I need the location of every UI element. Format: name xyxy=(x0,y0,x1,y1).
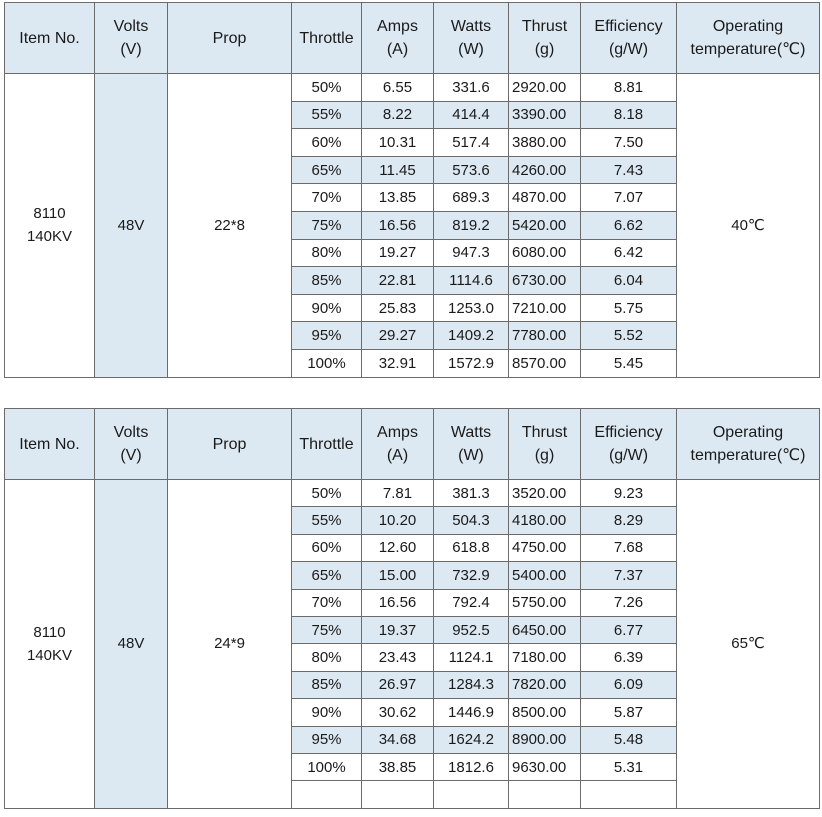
throttle-cell: 80% xyxy=(292,239,362,267)
volts-cell: 48V xyxy=(95,74,168,378)
table-separator xyxy=(4,382,819,406)
header-watts-line2: (W) xyxy=(458,41,484,58)
watts-cell: 504.3 xyxy=(434,507,509,534)
thrust-cell: 3520.00 xyxy=(509,480,581,507)
watts-cell: 1114.6 xyxy=(434,267,509,295)
watts-cell: 1253.0 xyxy=(434,294,509,322)
header-volts-line2: (V) xyxy=(120,41,142,58)
header-amps xyxy=(362,3,434,74)
efficiency-cell: 6.39 xyxy=(581,644,677,671)
thrust-cell: 6080.00 xyxy=(509,239,581,267)
prop-cell: 24*9 xyxy=(168,480,292,809)
efficiency-cell: 7.43 xyxy=(581,156,677,184)
efficiency-cell: 5.75 xyxy=(581,294,677,322)
amps-cell: 32.91 xyxy=(362,349,434,377)
header-throttle xyxy=(292,3,362,74)
efficiency-cell: 5.31 xyxy=(581,753,677,780)
amps-cell: 16.56 xyxy=(362,211,434,239)
throttle-cell: 95% xyxy=(292,726,362,753)
item-number-line1: 8110 xyxy=(33,205,66,223)
header-prop-label: Prop xyxy=(212,435,247,453)
throttle-cell: 65% xyxy=(292,562,362,589)
header-throttle-label: Throttle xyxy=(299,29,354,47)
watts-cell: 1124.1 xyxy=(434,644,509,671)
watts-cell: 732.9 xyxy=(434,562,509,589)
header-temperature xyxy=(677,3,820,74)
thrust-cell: 7780.00 xyxy=(509,322,581,350)
table-header xyxy=(5,3,820,74)
header-volts-line1: Volts xyxy=(113,424,149,441)
efficiency-cell: 5.45 xyxy=(581,349,677,377)
table-row xyxy=(5,480,820,507)
temperature-cell: 65℃ xyxy=(677,480,820,809)
throttle-cell: 90% xyxy=(292,699,362,726)
efficiency-cell: 6.04 xyxy=(581,267,677,295)
efficiency-cell: 7.50 xyxy=(581,129,677,157)
watts-cell: 517.4 xyxy=(434,129,509,157)
header-temp-line1: Operating xyxy=(712,18,784,35)
thrust-cell: 4260.00 xyxy=(509,156,581,184)
watts-cell: 1572.9 xyxy=(434,349,509,377)
header-thrust xyxy=(509,409,581,480)
header-efficiency xyxy=(581,409,677,480)
amps-cell: 19.37 xyxy=(362,616,434,643)
header-eff-line2: (g/W) xyxy=(608,41,649,58)
amps-cell: 8.22 xyxy=(362,101,434,129)
header-efficiency xyxy=(581,3,677,74)
table-row xyxy=(5,74,820,102)
table-body xyxy=(5,480,820,809)
header-volts-line1: Volts xyxy=(113,18,149,35)
header-prop-label: Prop xyxy=(212,29,247,47)
header-thrust-line1: Thrust xyxy=(521,424,568,441)
amps-cell: 22.81 xyxy=(362,267,434,295)
motor-test-table-1 xyxy=(4,2,820,378)
efficiency-cell: 5.48 xyxy=(581,726,677,753)
watts-cell: 792.4 xyxy=(434,589,509,616)
amps-cell: 38.85 xyxy=(362,753,434,780)
header-amps-line2: (A) xyxy=(386,41,409,58)
header-prop xyxy=(168,3,292,74)
efficiency-cell: 6.42 xyxy=(581,239,677,267)
amps-cell: 25.83 xyxy=(362,294,434,322)
throttle-cell: 90% xyxy=(292,294,362,322)
throttle-cell: 75% xyxy=(292,616,362,643)
amps-cell: 6.55 xyxy=(362,74,434,102)
throttle-cell: 85% xyxy=(292,671,362,698)
thrust-cell: 8500.00 xyxy=(509,699,581,726)
watts-cell: 331.6 xyxy=(434,74,509,102)
throttle-cell: 70% xyxy=(292,589,362,616)
amps-cell: 15.00 xyxy=(362,562,434,589)
throttle-cell: 75% xyxy=(292,211,362,239)
header-temp-line2: temperature(℃) xyxy=(690,447,806,464)
watts-cell: 1446.9 xyxy=(434,699,509,726)
efficiency-cell: 8.29 xyxy=(581,507,677,534)
amps-cell: 10.31 xyxy=(362,129,434,157)
header-watts xyxy=(434,3,509,74)
header-amps xyxy=(362,409,434,480)
amps-cell: 19.27 xyxy=(362,239,434,267)
temperature-cell: 40℃ xyxy=(677,74,820,378)
throttle-cell: 100% xyxy=(292,349,362,377)
header-volts xyxy=(95,3,168,74)
header-temp-line2: temperature(℃) xyxy=(690,41,806,58)
efficiency-cell: 5.87 xyxy=(581,699,677,726)
motor-test-table-2 xyxy=(4,408,820,809)
thrust-cell: 8900.00 xyxy=(509,726,581,753)
amps-cell: 26.97 xyxy=(362,671,434,698)
watts-cell: 819.2 xyxy=(434,211,509,239)
throttle-cell: 80% xyxy=(292,644,362,671)
efficiency-cell: 5.52 xyxy=(581,322,677,350)
header-watts-line2: (W) xyxy=(458,447,484,464)
empty-cell xyxy=(509,781,581,808)
watts-cell: 573.6 xyxy=(434,156,509,184)
prop-cell: 22*8 xyxy=(168,74,292,378)
efficiency-cell: 7.26 xyxy=(581,589,677,616)
amps-cell: 23.43 xyxy=(362,644,434,671)
header-amps-line1: Amps xyxy=(377,424,418,441)
amps-cell: 30.62 xyxy=(362,699,434,726)
amps-cell: 11.45 xyxy=(362,156,434,184)
thrust-cell: 3880.00 xyxy=(509,129,581,157)
header-item xyxy=(5,3,95,74)
throttle-cell: 55% xyxy=(292,507,362,534)
watts-cell: 414.4 xyxy=(434,101,509,129)
volts-cell: 48V xyxy=(95,480,168,809)
item-number-cell xyxy=(5,74,95,378)
thrust-cell: 5750.00 xyxy=(509,589,581,616)
header-thrust-line2: (g) xyxy=(534,41,555,58)
efficiency-cell: 8.18 xyxy=(581,101,677,129)
watts-cell: 1624.2 xyxy=(434,726,509,753)
throttle-cell: 55% xyxy=(292,101,362,129)
amps-cell: 12.60 xyxy=(362,534,434,561)
header-volts-line2: (V) xyxy=(120,447,142,464)
header-watts-line1: Watts xyxy=(450,18,492,35)
header-item-label: Item No. xyxy=(19,435,80,453)
thrust-cell: 3390.00 xyxy=(509,101,581,129)
header-item xyxy=(5,409,95,480)
empty-cell xyxy=(434,781,509,808)
watts-cell: 1284.3 xyxy=(434,671,509,698)
watts-cell: 618.8 xyxy=(434,534,509,561)
efficiency-cell: 7.07 xyxy=(581,184,677,212)
thrust-cell: 4870.00 xyxy=(509,184,581,212)
item-number-cell xyxy=(5,480,95,809)
efficiency-cell: 6.77 xyxy=(581,616,677,643)
efficiency-cell: 6.62 xyxy=(581,211,677,239)
thrust-cell: 5420.00 xyxy=(509,211,581,239)
amps-cell: 10.20 xyxy=(362,507,434,534)
amps-cell: 13.85 xyxy=(362,184,434,212)
header-item-label: Item No. xyxy=(19,29,80,47)
amps-cell: 7.81 xyxy=(362,480,434,507)
item-number-line2: 140KV xyxy=(26,228,73,246)
throttle-cell: 65% xyxy=(292,156,362,184)
throttle-cell: 100% xyxy=(292,753,362,780)
throttle-cell: 95% xyxy=(292,322,362,350)
throttle-cell: 50% xyxy=(292,480,362,507)
amps-cell: 16.56 xyxy=(362,589,434,616)
empty-cell xyxy=(292,781,362,808)
thrust-cell: 6450.00 xyxy=(509,616,581,643)
efficiency-cell: 8.81 xyxy=(581,74,677,102)
item-number-line2: 140KV xyxy=(26,646,73,664)
watts-cell: 1812.6 xyxy=(434,753,509,780)
header-thrust-line2: (g) xyxy=(534,447,555,464)
header-eff-line2: (g/W) xyxy=(608,447,649,464)
efficiency-cell: 6.09 xyxy=(581,671,677,698)
watts-cell: 947.3 xyxy=(434,239,509,267)
table-body xyxy=(5,74,820,378)
header-temp-line1: Operating xyxy=(712,424,784,441)
throttle-cell: 60% xyxy=(292,534,362,561)
header-thrust xyxy=(509,3,581,74)
header-eff-line1: Efficiency xyxy=(594,18,663,35)
thrust-cell: 7820.00 xyxy=(509,671,581,698)
header-throttle xyxy=(292,409,362,480)
header-volts xyxy=(95,409,168,480)
table-header xyxy=(5,409,820,480)
watts-cell: 381.3 xyxy=(434,480,509,507)
amps-cell: 34.68 xyxy=(362,726,434,753)
empty-cell xyxy=(362,781,434,808)
thrust-cell: 4180.00 xyxy=(509,507,581,534)
thrust-cell: 6730.00 xyxy=(509,267,581,295)
thrust-cell: 2920.00 xyxy=(509,74,581,102)
thrust-cell: 5400.00 xyxy=(509,562,581,589)
item-number-line1: 8110 xyxy=(33,623,66,641)
watts-cell: 1409.2 xyxy=(434,322,509,350)
header-amps-line1: Amps xyxy=(377,18,418,35)
efficiency-cell: 7.68 xyxy=(581,534,677,561)
thrust-cell: 7210.00 xyxy=(509,294,581,322)
efficiency-cell: 7.37 xyxy=(581,562,677,589)
throttle-cell: 85% xyxy=(292,267,362,295)
watts-cell: 952.5 xyxy=(434,616,509,643)
thrust-cell: 8570.00 xyxy=(509,349,581,377)
header-watts xyxy=(434,409,509,480)
header-eff-line1: Efficiency xyxy=(594,424,663,441)
empty-cell xyxy=(581,781,677,808)
thrust-cell: 7180.00 xyxy=(509,644,581,671)
header-thrust-line1: Thrust xyxy=(521,18,568,35)
header-temperature xyxy=(677,409,820,480)
throttle-cell: 50% xyxy=(292,74,362,102)
thrust-cell: 9630.00 xyxy=(509,753,581,780)
header-prop xyxy=(168,409,292,480)
efficiency-cell: 9.23 xyxy=(581,480,677,507)
throttle-cell: 70% xyxy=(292,184,362,212)
watts-cell: 689.3 xyxy=(434,184,509,212)
amps-cell: 29.27 xyxy=(362,322,434,350)
header-watts-line1: Watts xyxy=(450,424,492,441)
throttle-cell: 60% xyxy=(292,129,362,157)
header-amps-line2: (A) xyxy=(386,447,409,464)
thrust-cell: 4750.00 xyxy=(509,534,581,561)
header-throttle-label: Throttle xyxy=(299,435,354,453)
